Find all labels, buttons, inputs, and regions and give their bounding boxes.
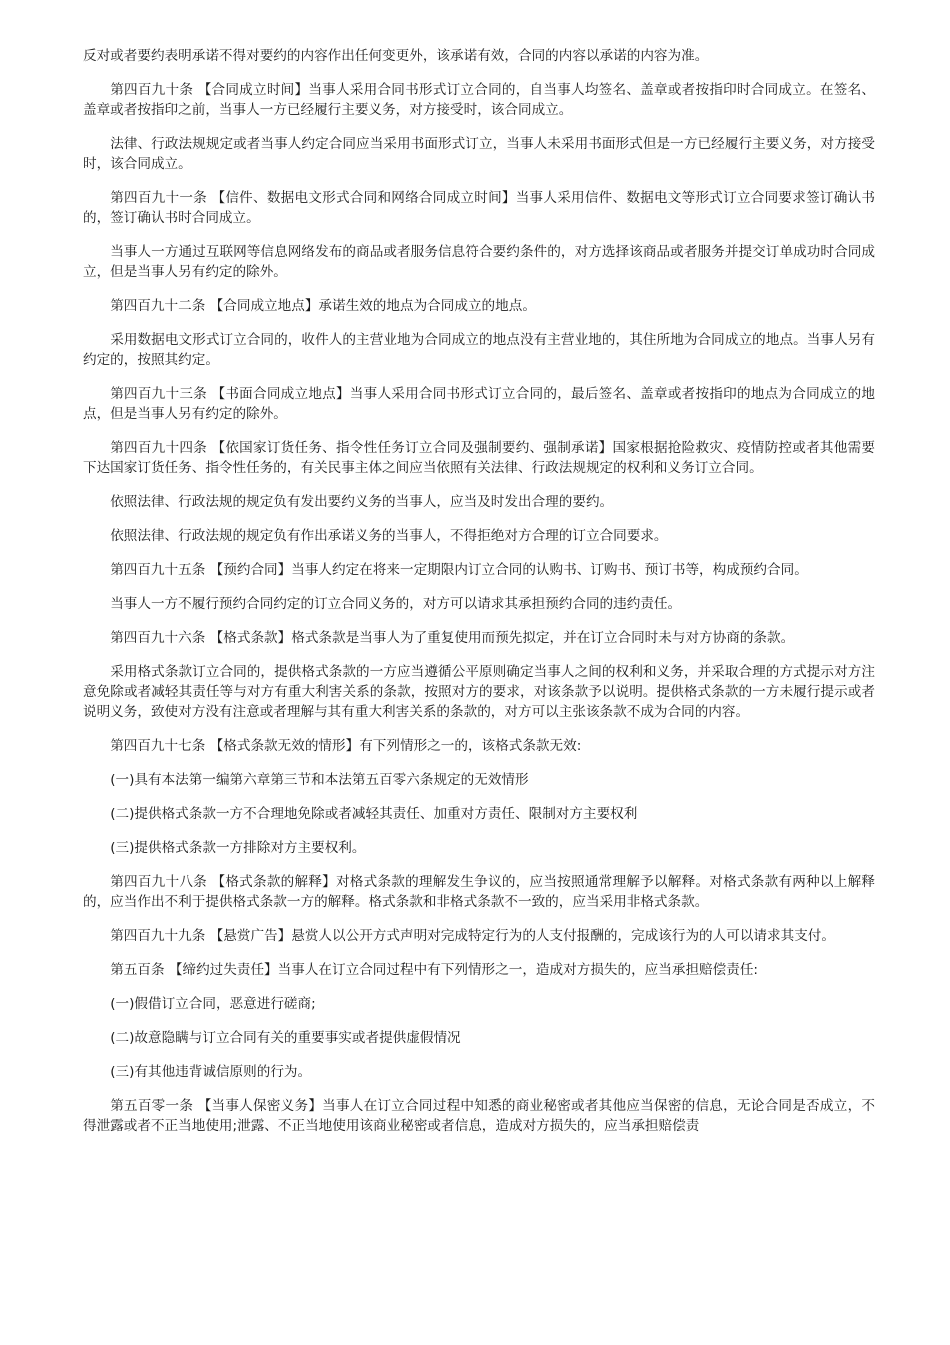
article-493: 第四百九十三条 【书面合同成立地点】当事人采用合同书形式订立合同的，最后签名、盖章或者按指印的地点为合同成立的地点，但是当事人另有约定的除外。: [83, 386, 875, 422]
article-500: 第五百条 【缔约过失责任】当事人在订立合同过程中有下列情形之一，造成对方损失的，应当承担赔偿责任:: [110, 962, 758, 978]
article-496: 第四百九十六条 【格式条款】格式条款是当事人为了重复使用而预先拟定，并在订立合同时未与对方协商的条款。: [110, 630, 795, 646]
article-501: 第五百零一条 【当事人保密义务】当事人在订立合同过程中知悉的商业秘密或者其他应当保密的信息，无论合同是否成立，不得泄露或者不正当地使用;泄露、不正当地使用该商业秘密或者信息，造成对方损失的，应当承担赔偿责: [83, 1098, 875, 1134]
paragraph-continuation: 反对或者要约表明承诺不得对要约的内容作出任何变更外，该承诺有效，合同的内容以承诺的内容为准。: [83, 48, 709, 64]
article-492: 第四百九十二条 【合同成立地点】承诺生效的地点为合同成立的地点。: [110, 298, 536, 314]
paragraph: 法律、行政法规规定或者当事人约定合同应当采用书面形式订立，当事人未采用书面形式但是一方已经履行主要义务，对方接受时，该合同成立。: [83, 136, 875, 172]
list-item: (一)假借订立合同，恶意进行磋商;: [110, 996, 316, 1012]
paragraph: 当事人一方不履行预约合同约定的订立合同义务的，对方可以请求其承担预约合同的违约责任。: [110, 596, 682, 612]
article-498: 第四百九十八条 【格式条款的解释】对格式条款的理解发生争议的，应当按照通常理解予以解释。对格式条款有两种以上解释的，应当作出不利于提供格式条款一方的解释。格式条款和非格式条款不一致的，应当采用非格式条款。: [83, 874, 875, 910]
article-494: 第四百九十四条 【依国家订货任务、指令性任务订立合同及强制要约、强制承诺】国家根据抢险救灾、疫情防控或者其他需要下达国家订货任务、指令性任务的，有关民事主体之间应当依照有关法律、行政法规规定的权利和义务订立合同。: [83, 440, 875, 476]
list-item: (二)提供格式条款一方不合理地免除或者减轻其责任、加重对方责任、限制对方主要权利: [110, 806, 638, 822]
list-item: (三)有其他违背诚信原则的行为。: [110, 1064, 312, 1080]
list-item: (三)提供格式条款一方排除对方主要权利。: [110, 840, 366, 856]
document-body: [83, 46, 875, 1150]
article-497: 第四百九十七条 【格式条款无效的情形】有下列情形之一的，该格式条款无效:: [110, 738, 582, 754]
paragraph: 采用格式条款订立合同的，提供格式条款的一方应当遵循公平原则确定当事人之间的权利和义务，并采取合理的方式提示对方注意免除或者减轻其责任等与对方有重大利害关系的条款，按照对方的要求，对该条款予以说明。提供格式条款的一方未履行提示或者说明义务，致使对方没有注意或者理解与其有重大利害关系的条款的，对方可以主张该条款不成为合同的内容。: [83, 664, 875, 720]
list-item: (二)故意隐瞒与订立合同有关的重要事实或者提供虚假情况: [110, 1030, 461, 1046]
list-item: (一)具有本法第一编第六章第三节和本法第五百零六条规定的无效情形: [110, 772, 529, 788]
paragraph: 依照法律、行政法规的规定负有作出承诺义务的当事人，不得拒绝对方合理的订立合同要求。: [110, 528, 668, 544]
article-495: 第四百九十五条 【预约合同】当事人约定在将来一定期限内订立合同的认购书、订购书、预订书等，构成预约合同。: [110, 562, 808, 578]
article-491: 第四百九十一条 【信件、数据电文形式合同和网络合同成立时间】当事人采用信件、数据电文等形式订立合同要求签订确认书的，签订确认书时合同成立。: [83, 190, 875, 226]
article-490: 第四百九十条 【合同成立时间】当事人采用合同书形式订立合同的，自当事人均签名、盖章或者按指印时合同成立。在签名、盖章或者按指印之前，当事人一方已经履行主要义务，对方接受时，该合同成立。: [83, 82, 875, 118]
article-499: 第四百九十九条 【悬赏广告】悬赏人以公开方式声明对完成特定行为的人支付报酬的，完成该行为的人可以请求其支付。: [110, 928, 835, 944]
paragraph: 当事人一方通过互联网等信息网络发布的商品或者服务信息符合要约条件的，对方选择该商品或者服务并提交订单成功时合同成立，但是当事人另有约定的除外。: [83, 244, 875, 280]
paragraph: 依照法律、行政法规的规定负有发出要约义务的当事人，应当及时发出合理的要约。: [110, 494, 614, 510]
paragraph: 采用数据电文形式订立合同的，收件人的主营业地为合同成立的地点没有主营业地的，其住所地为合同成立的地点。当事人另有约定的，按照其约定。: [83, 332, 875, 368]
